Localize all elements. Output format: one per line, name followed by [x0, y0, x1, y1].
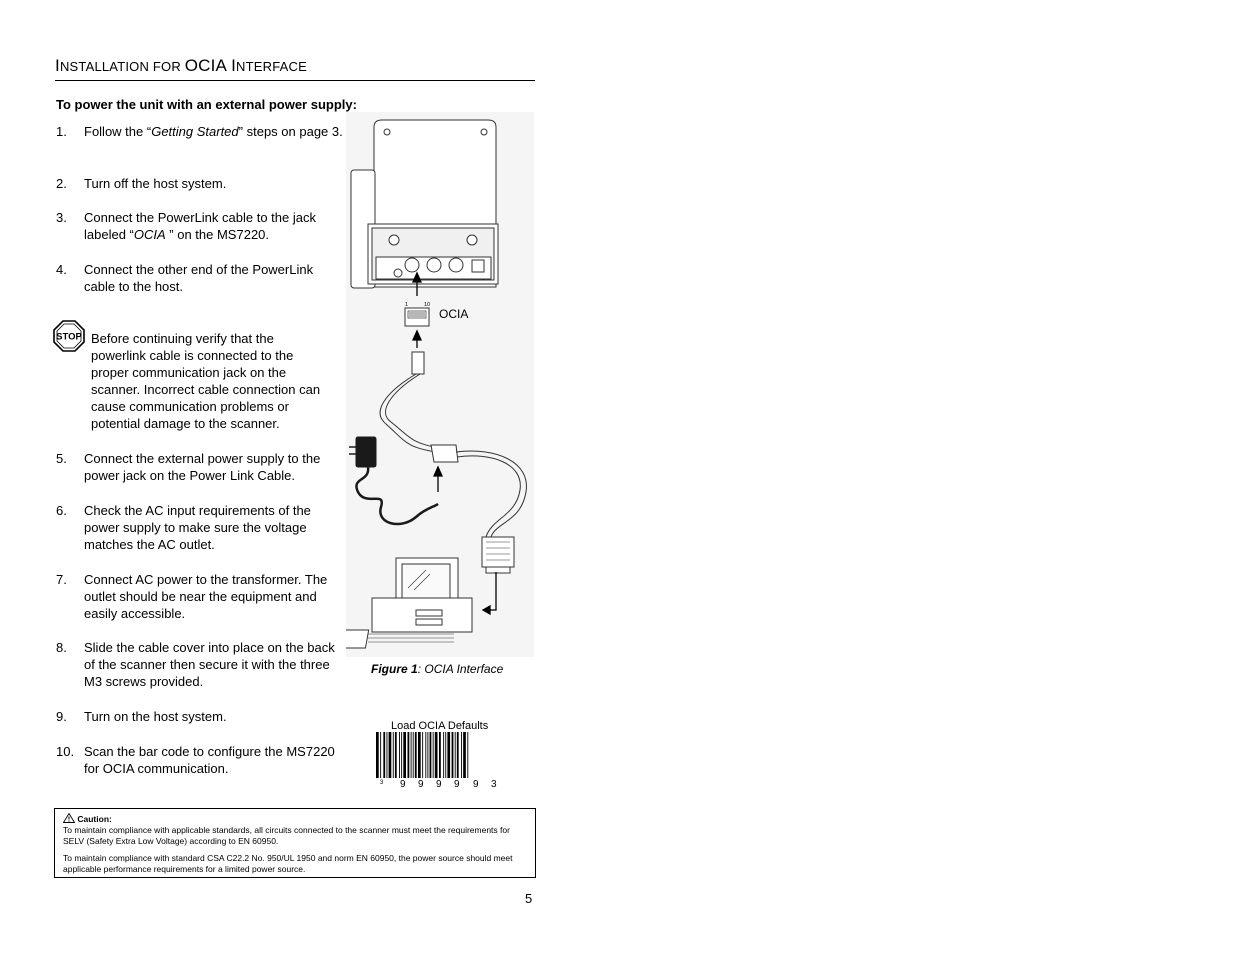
step-number: 2. [56, 176, 67, 191]
barcode-bar [433, 732, 434, 778]
load-ocia-defaults-barcode[interactable] [374, 732, 508, 792]
caution-paragraph-1: To maintain compliance with applicable standards, all circuits connected to the scanner must meet the requirements for SELV (Safety Extra Low Voltage) according to EN 60950. [63, 825, 510, 846]
barcode-bar [461, 732, 462, 778]
barcode-digit: 9 [400, 779, 406, 790]
page-number: 5 [525, 891, 533, 906]
step-number: 8. [56, 640, 67, 655]
step-number: 3. [56, 210, 67, 225]
barcode-bar [387, 732, 388, 778]
section-heading [55, 56, 535, 81]
step-text: Connect the external power supply to the power jack on the Power Link Cable. [84, 451, 321, 483]
barcode-bar [467, 732, 468, 778]
barcode-bar [401, 732, 402, 778]
barcode-digit: 9 [454, 779, 460, 790]
stop-icon [53, 320, 85, 352]
barcode-digit: 9 [436, 779, 442, 790]
barcode-bar [413, 732, 414, 778]
barcode-bar [427, 732, 428, 778]
step-text: Scan the bar code to configure the MS7220 for OCIA communication. [84, 744, 335, 776]
step-text: Connect the PowerLink cable to the jack labeled “OCIA ” on the MS7220. [84, 210, 316, 242]
step-number: 5. [56, 451, 67, 466]
step-number: 9. [56, 709, 67, 724]
step-text: Check the AC input requirements of the power supply to make sure the voltage matches the AC outlet. [84, 503, 311, 552]
barcode-bar [403, 732, 406, 778]
step-text: Turn on the host system. [84, 709, 227, 724]
barcode-digit: 3 [491, 779, 497, 790]
barcode-bar [411, 732, 412, 778]
barcode-bar [380, 732, 381, 778]
ocia-jack-label: OCIA [439, 307, 469, 321]
step-text: Connect AC power to the transformer. The outlet should be near the equipment and easily accessible. [84, 572, 328, 621]
caution-title: Caution: [63, 813, 112, 825]
ocia-interface-figure [346, 112, 534, 657]
step-text: Turn off the host system. [84, 176, 227, 191]
barcode-bar [408, 732, 410, 778]
caution-paragraph-2: To maintain compliance with standard CSA C22.2 No. 950/UL 1950 and norm EN 60950, the power source should meet applicable performance requirements for a limited power source. [63, 853, 513, 874]
stop-icon-label: STOP [56, 331, 82, 343]
heading-rest-2: NTERFACE [236, 59, 307, 74]
barcode-bar [457, 732, 459, 778]
heading-rest-1: NSTALLATION FOR [59, 59, 185, 74]
barcode-bar [415, 732, 417, 778]
warning-icon [63, 813, 75, 823]
step-number: 1. [56, 124, 67, 139]
barcode-bar [418, 732, 421, 778]
barcode-bar [395, 732, 397, 778]
barcode-bar [383, 732, 385, 778]
barcode-digit: 9 [473, 779, 479, 790]
barcode-bar [376, 732, 379, 778]
barcode-bar [443, 732, 444, 778]
caution-box [54, 808, 536, 878]
barcode-bar [430, 732, 432, 778]
barcode-bar [425, 732, 426, 778]
step-number: 6. [56, 503, 67, 518]
barcode-bar [445, 732, 446, 778]
barcode-bars [374, 732, 508, 792]
pin-left-label: 1 [405, 302, 409, 308]
heading-ocia: OCIA [184, 56, 227, 75]
barcode-digit: 9 [418, 779, 424, 790]
pin-right-label: 10 [424, 302, 431, 308]
step-number: 7. [56, 572, 67, 587]
barcode-label: Load OCIA Defaults [391, 720, 489, 732]
step-text: Connect the other end of the PowerLink cable to the host. [84, 262, 314, 294]
subheading: To power the unit with an external power supply: [56, 97, 357, 112]
barcode-bar [439, 732, 441, 778]
barcode-bar [452, 732, 454, 778]
step-number: 4. [56, 262, 67, 277]
heading-initial-1: I [55, 56, 60, 75]
heading-initial-2: I [226, 56, 237, 75]
barcode-bar [455, 732, 456, 778]
figure-caption: Figure 1: OCIA Interface [371, 662, 504, 676]
barcode-bar [422, 732, 423, 778]
barcode-bar [393, 732, 394, 778]
stop-note-text: Before continuing verify that the powerlink cable is connected to the proper communication jack on the scanner. Incorrect cable connection can cause communication problems or potential damage to the scanner. [91, 331, 321, 431]
barcode-bar [389, 732, 392, 778]
step-text: Slide the cable cover into place on the back of the scanner then secure it with the three M3 screws provided. [84, 640, 335, 689]
barcode-bar [447, 732, 450, 778]
barcode-bar [399, 732, 400, 778]
barcode-bar [435, 732, 438, 778]
barcode-prefix-digit: 3 [380, 780, 384, 786]
step-number: 10. [56, 744, 75, 759]
barcode-bar [463, 732, 466, 778]
step-text: Follow the “Getting Started” steps on page 3. [84, 124, 343, 139]
